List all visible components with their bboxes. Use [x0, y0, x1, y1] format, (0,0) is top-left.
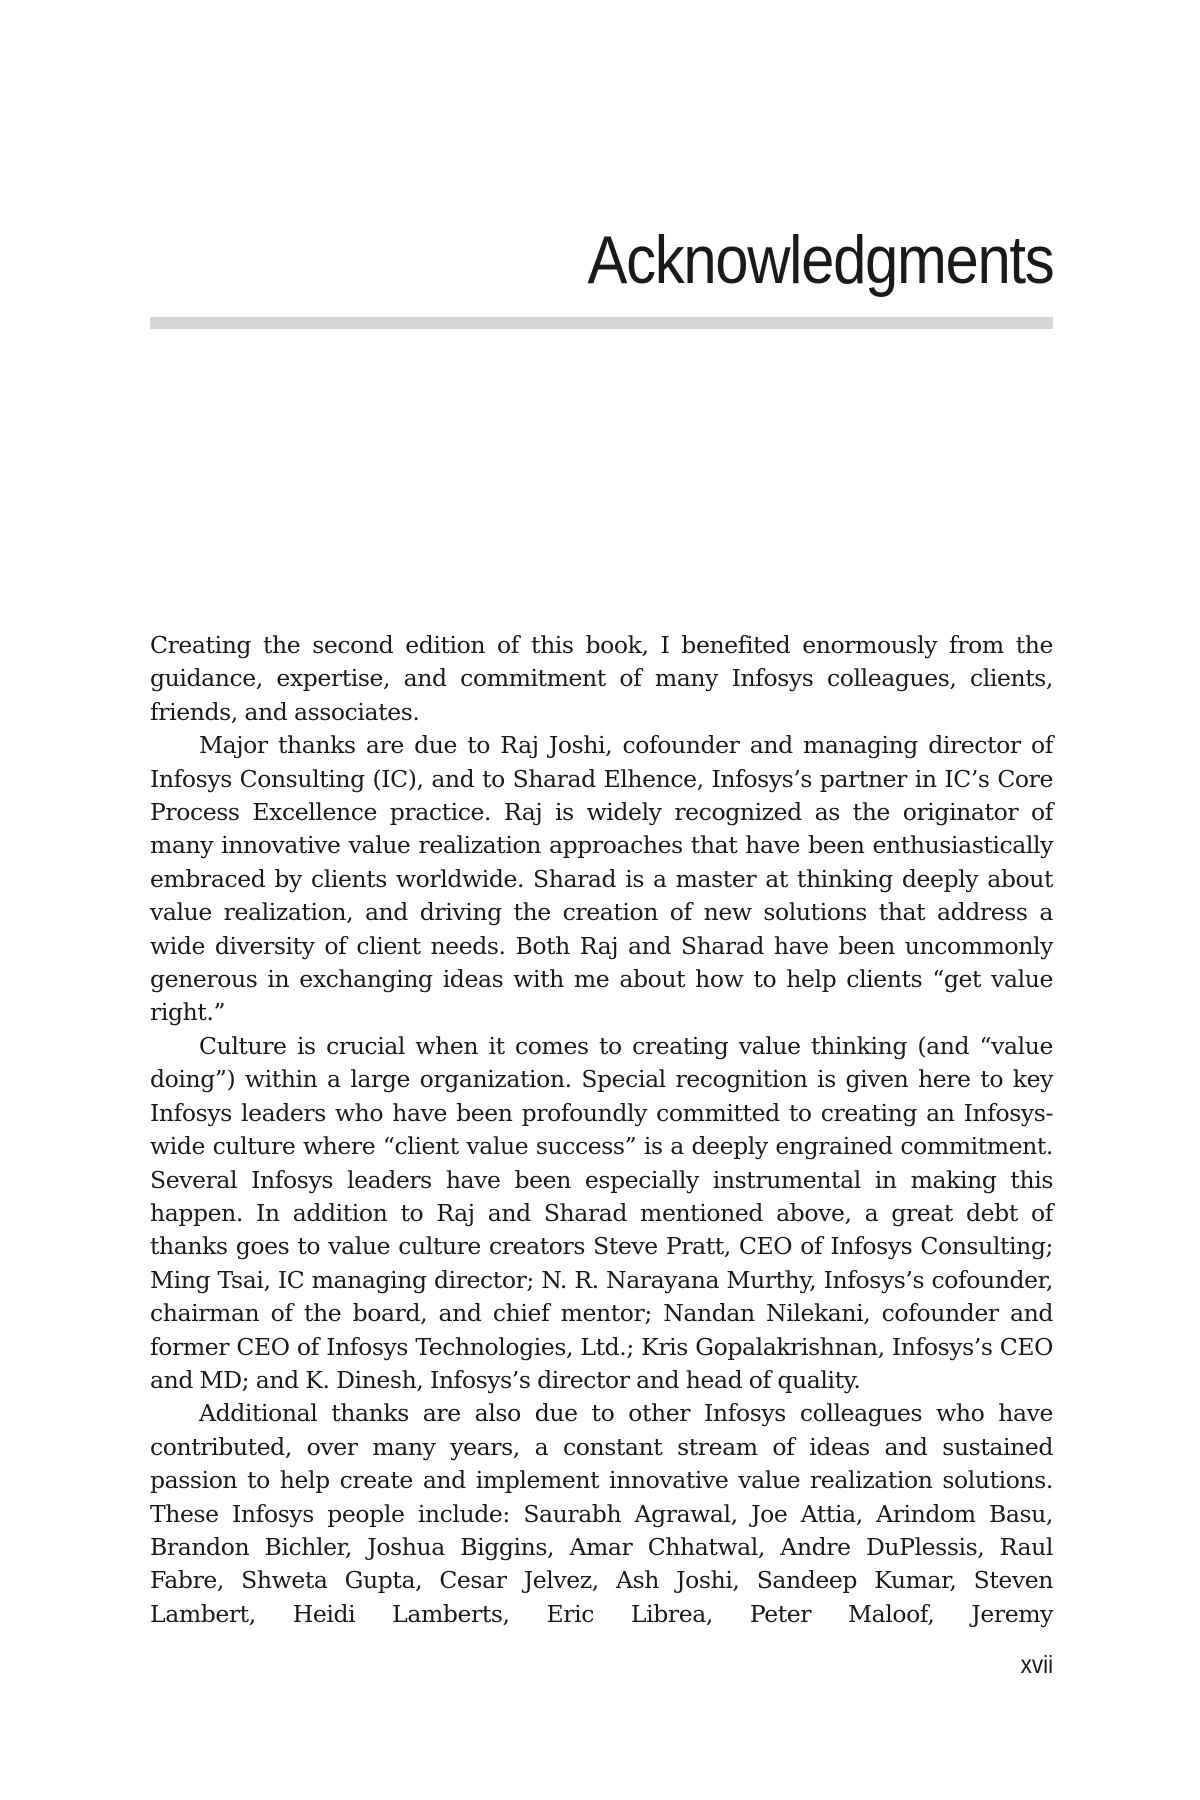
paragraph-additional-thanks: Additional thanks are also due to other Infosys colleagues who have contributed, over many years, a constant stream of ideas and sustained passion to help create and implement innovative value realization solutions. These Infosys people include: Saurabh Agrawal, Joe Attia, Arindom Basu, Brandon Bichler, Joshua Biggins, Amar Chhatwal, Andre DuPlessis, Raul Fabre, Shweta Gupta, Cesar Jelvez, Ash Joshi, Sandeep Kumar, Steven Lambert, Heidi Lamberts, Eric Librea, Peter Maloof, Jeremy [150, 1399, 1053, 1628]
page-number: xvii [1020, 1651, 1053, 1679]
body-text [150, 629, 1053, 1631]
paragraph-intro: Creating the second edition of this book, I benefited enormously from the guidance, expertise, and commitment of many Infosys colleagues, clients, friends, and associates. [150, 631, 1053, 726]
chapter-title: Acknowledgments [587, 222, 1053, 298]
paragraph-culture: Culture is crucial when it comes to creating value thinking (and “value doing”) within a large organization. Special recognition is given here to key Infosys leaders who have been profoundly committed to creating an Infosys-wide culture where “client value success” is a deeply engrained commitment. Several Infosys leaders have been especially instrumental in making this happen. In addition to Raj and Sharad mentioned above, a great debt of thanks goes to value culture creators Steve Pratt, CEO of Infosys Consulting; Ming Tsai, IC managing director; N. R. Narayana Murthy, Infosys’s cofounder, chairman of the board, and chief mentor; Nandan Nilekani, cofounder and former CEO of Infosys Technologies, Ltd.; Kris Gopalakrishnan, Infosys’s CEO and MD; and K. Dinesh, Infosys’s director and head of quality. [150, 1031, 1053, 1394]
paragraph-major-thanks: Major thanks are due to Raj Joshi, cofounder and managing director of Infosys Consulting (IC), and to Sharad Elhence, Infosys’s partner in IC’s Core Process Excellence practice. Raj is widely recognized as the originator of many innovative value realization approaches that have been enthusiastically embraced by clients worldwide. Sharad is a master at thinking deeply about value realization, and driving the creation of new solutions that address a wide diversity of client needs. Both Raj and Sharad have been uncommonly generous in exchanging ideas with me about how to help clients “get value right.” [150, 731, 1053, 1027]
title-rule [150, 317, 1053, 329]
